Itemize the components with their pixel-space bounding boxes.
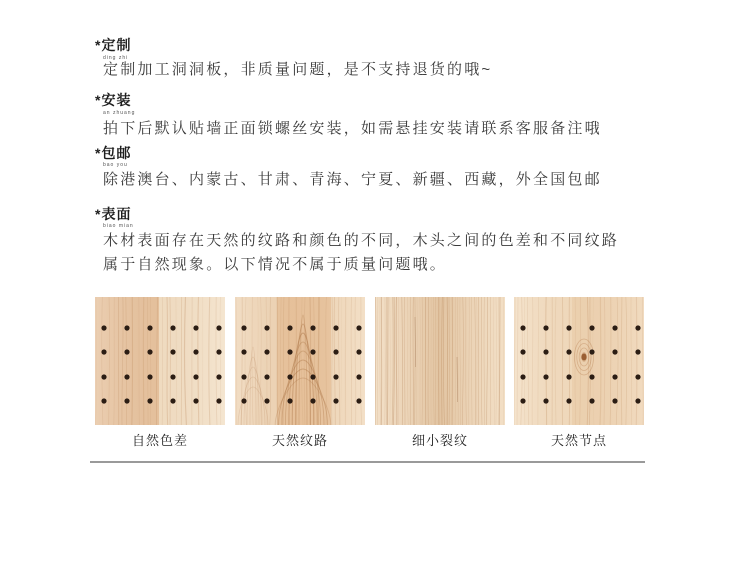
- peg-hole: [310, 349, 315, 354]
- peg-hole: [356, 374, 361, 379]
- peg-hole: [310, 374, 315, 379]
- peg-hole: [356, 398, 361, 403]
- section-text-surface-line2: 属于自然现象。以下情况不属于质量问题哦。: [103, 256, 448, 273]
- peg-hole: [612, 349, 617, 354]
- wood-shading: [235, 297, 365, 425]
- peg-hole: [124, 374, 129, 379]
- peg-hole: [635, 349, 640, 354]
- peg-hole: [566, 398, 571, 403]
- peg-hole: [566, 349, 571, 354]
- peg-hole: [124, 398, 129, 403]
- wood-shading: [95, 297, 225, 425]
- peg-hole: [612, 325, 617, 330]
- peg-hole: [101, 398, 106, 403]
- peg-hole: [147, 374, 152, 379]
- sample-caption-natural-grain: 天然纹路: [271, 433, 328, 448]
- sample-caption-color-variation: 自然色差: [131, 433, 188, 448]
- peg-hole: [170, 325, 175, 330]
- peg-hole: [287, 349, 292, 354]
- bottom-divider: [90, 461, 645, 463]
- peg-hole: [287, 325, 292, 330]
- peg-hole: [287, 374, 292, 379]
- peg-hole: [264, 398, 269, 403]
- peg-hole: [147, 325, 152, 330]
- peg-hole: [310, 325, 315, 330]
- section-text-install: 拍下后默认贴墙正面锁螺丝安装，如需悬挂安装请联系客服备注哦: [103, 120, 602, 137]
- wood-sample-fine-cracks-image: [375, 297, 505, 425]
- peg-hole: [566, 325, 571, 330]
- peg-hole: [543, 398, 548, 403]
- peg-hole: [356, 349, 361, 354]
- peg-hole: [635, 325, 640, 330]
- peg-hole: [124, 349, 129, 354]
- peg-hole: [264, 374, 269, 379]
- peg-hole: [543, 325, 548, 330]
- peg-hole: [635, 398, 640, 403]
- peg-hole: [216, 374, 221, 379]
- peg-hole: [264, 325, 269, 330]
- peg-hole: [589, 398, 594, 403]
- peg-hole: [101, 325, 106, 330]
- section-pinyin-shipping: bao you: [103, 162, 128, 168]
- peg-hole: [170, 349, 175, 354]
- sample-caption-natural-knot: 天然节点: [550, 433, 607, 448]
- wood-texture: [235, 297, 365, 425]
- wood-sample-color-variation-image: [95, 297, 225, 425]
- section-text-surface-line1: 木材表面存在天然的纹路和颜色的不同，木头之间的色差和不同纹路: [103, 232, 620, 249]
- peg-hole: [589, 374, 594, 379]
- section-pinyin-custom: ding zhi: [103, 55, 129, 61]
- peg-hole: [566, 374, 571, 379]
- peg-hole: [333, 398, 338, 403]
- wood-sample-natural-grain-image: [235, 297, 365, 425]
- section-heading-custom: *定制: [95, 37, 132, 53]
- peg-hole: [612, 398, 617, 403]
- section-heading-install: *安装: [95, 92, 132, 108]
- peg-hole: [193, 325, 198, 330]
- peg-hole: [520, 374, 525, 379]
- peg-hole: [520, 349, 525, 354]
- section-heading-surface: *表面: [95, 206, 132, 222]
- wood-texture: [514, 297, 644, 425]
- section-text-custom: 定制加工洞洞板，非质量问题，是不支持退货的哦~: [103, 61, 493, 78]
- peg-hole: [170, 374, 175, 379]
- peg-hole: [333, 325, 338, 330]
- peg-hole: [520, 398, 525, 403]
- peg-hole: [333, 374, 338, 379]
- peg-hole: [543, 349, 548, 354]
- peg-hole: [333, 349, 338, 354]
- wood-shading: [375, 297, 505, 425]
- section-heading-shipping: *包邮: [95, 145, 132, 161]
- peg-hole: [635, 374, 640, 379]
- peg-hole: [193, 349, 198, 354]
- peg-hole: [520, 325, 525, 330]
- peg-hole: [310, 398, 315, 403]
- peg-hole: [287, 398, 292, 403]
- peg-hole: [193, 374, 198, 379]
- peg-hole: [147, 349, 152, 354]
- wood-texture: [375, 297, 505, 425]
- peg-hole: [101, 374, 106, 379]
- peg-hole: [216, 398, 221, 403]
- peg-hole: [589, 349, 594, 354]
- sample-caption-fine-cracks: 细小裂纹: [411, 433, 468, 448]
- peg-hole: [612, 374, 617, 379]
- peg-hole: [241, 325, 246, 330]
- wood-texture: [95, 297, 225, 425]
- wood-knot: [581, 353, 586, 360]
- peg-hole: [241, 398, 246, 403]
- peg-hole: [543, 374, 548, 379]
- peg-hole: [264, 349, 269, 354]
- peg-hole: [101, 349, 106, 354]
- peg-hole: [124, 325, 129, 330]
- peg-hole: [216, 349, 221, 354]
- wood-sample-natural-knot-image: [514, 297, 644, 425]
- peg-hole: [356, 325, 361, 330]
- section-pinyin-install: an zhuang: [103, 110, 136, 116]
- peg-hole: [241, 374, 246, 379]
- peg-hole: [170, 398, 175, 403]
- wood-shading: [514, 297, 644, 425]
- section-pinyin-surface: biao mian: [103, 223, 134, 229]
- peg-hole: [147, 398, 152, 403]
- peg-hole: [216, 325, 221, 330]
- peg-hole: [241, 349, 246, 354]
- section-text-shipping: 除港澳台、内蒙古、甘肃、青海、宁夏、新疆、西藏，外全国包邮: [103, 171, 602, 188]
- peg-hole: [193, 398, 198, 403]
- peg-hole: [589, 325, 594, 330]
